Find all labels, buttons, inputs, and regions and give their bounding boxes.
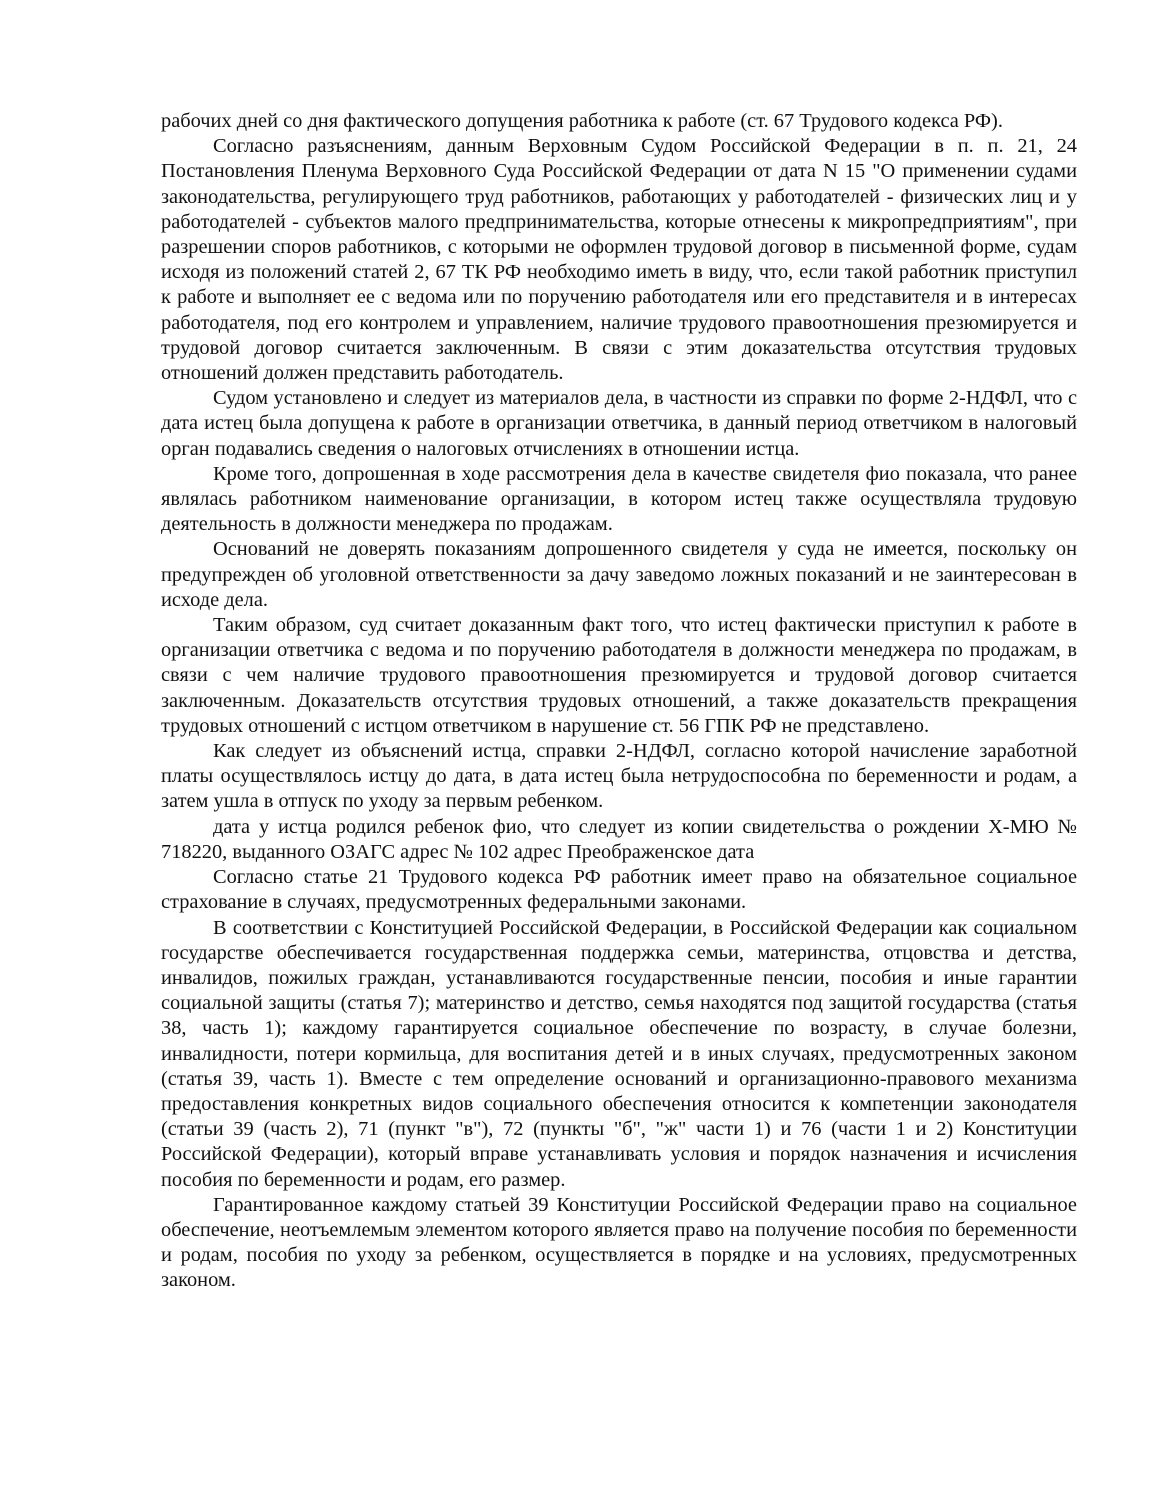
paragraph-continuation: рабочих дней со дня фактического допущения работника к работе (ст. 67 Трудового кодекса РФ). [161, 110, 1003, 132]
paragraph-supreme-court-clarification: Согласно разъяснениям, данным Верховным Судом Российской Федерации в п. п. 21, 24 Постановления Пленума Верховного Суда Российской Федерации от дата N 15 "О применении судами законодательства, регулирующего труд работников, работающих у работодателей - физических лиц и у работодателей - субъектов малого предпринимательства, которые отнесены к микропредприятиям", при разрешении споров работников, с которыми не оформлен трудовой договор в письменной форме, судам исходя из положений статей 2, 67 ТК РФ необходимо иметь в виду, что, если такой работник приступил к работе и выполняет ее с ведома или по поручению работодателя или его представителя и в интересах работодателя, под его контролем и управлением, наличие трудового правоотношения презюмируется и трудовой договор считается заключенным. В связи с этим доказательства отсутствия трудовых отношений должен представить работодатель. [161, 135, 1077, 385]
paragraph-child-birth: дата у истца родился ребенок фио, что следует из копии свидетельства о рождении Х-МЮ № 718220, выданного ОЗАГС адрес № 102 адрес Преображенское дата [161, 815, 1077, 863]
paragraph-witness-testimony: Кроме того, допрошенная в ходе рассмотрения дела в качестве свидетеля фио показала, что ранее являлась работником наименование организации, в котором истец также осуществляла трудовую деятельность в должности менеджера по продажам. [161, 462, 1077, 536]
paragraph-article-21: Согласно статье 21 Трудового кодекса РФ работник имеет право на обязательное социальное страхование в случаях, предусмотренных федеральными законами. [161, 866, 1077, 914]
paragraph-witness-credibility: Оснований не доверять показаниям допрошенного свидетеля у суда не имеется, поскольку он предупрежден об уголовной ответственности за дачу заведомо ложных показаний и не заинтересован в исходе дела. [161, 538, 1077, 611]
paragraph-court-established: Судом установлено и следует из материалов дела, в частности из справки по форме 2-НДФЛ, что с дата истец была допущена к работе в организации ответчика, в данный период ответчиком в налоговый орган подавались сведения о налоговых отчислениях в отношении истца. [161, 387, 1077, 460]
paragraph-plaintiff-explanations: Как следует из объяснений истца, справки 2-НДФЛ, согласно которой начисление заработной платы осуществлялось истцу до дата, в дата истец была нетрудоспособна по беременности и родам, а затем ушла в отпуск по уходу за первым ребенком. [161, 740, 1077, 813]
paragraph-constitution: В соответствии с Конституцией Российской Федерации, в Российской Федерации как социальном государстве обеспечивается государственная поддержка семьи, материнства, отцовства и детства, инвалидов, пожилых граждан, устанавливаются государственные пенсии, пособия и иные гарантии социальной защиты (статья 7); материнство и детство, семья находятся под защитой государства (статья 38, часть 1); каждому гарантируется социальное обеспечение по возрасту, в случае болезни, инвалидности, потери кормильца, для воспитания детей и в иных случаях, предусмотренных законом (статья 39, часть 1). Вместе с тем определение оснований и организационно-правового механизма предоставления конкретных видов социального обеспечения относится к компетенции законодателя (статьи 39 (часть 2), 71 (пункт "в"), 72 (пункты "б", "ж" части 1) и 76 (части 1 и 2) Конституции Российской Федерации), который вправе устанавливать условия и порядок назначения и исчисления пособия по беременности и родам, его размер. [161, 916, 1077, 1191]
paragraph-article-39: Гарантированное каждому статьей 39 Конституции Российской Федерации право на социальное обеспечение, неотъемлемым элементом которого является право на получение пособия по беременности и родам, пособия по уходу за ребенком, осуществляется в порядке и на условиях, предусмотренных законом. [161, 1193, 1077, 1292]
paragraph-court-conclusion: Таким образом, суд считает доказанным факт того, что истец фактически приступил к работе в организации ответчика с ведома и по поручению работодателя в должности менеджера по продажам, в связи с чем наличие трудового правоотношения презюмируется и трудовой договор считается заключенным. Доказательств отсутствия трудовых отношений, а также доказательств прекращения трудовых отношений с истцом ответчиком в нарушение ст. 56 ГПК РФ не представлено. [161, 614, 1077, 737]
